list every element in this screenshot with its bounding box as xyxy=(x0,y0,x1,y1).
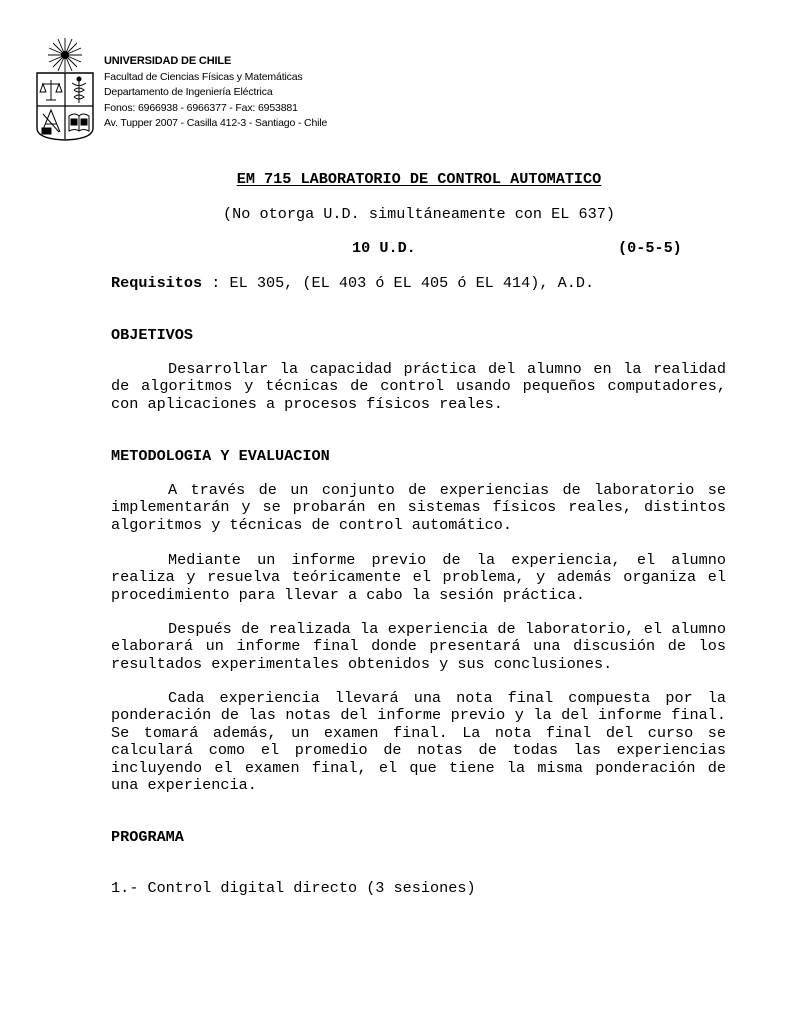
university-crest-icon xyxy=(34,36,96,142)
objetivos-paragraph xyxy=(111,361,726,413)
course-subtitle: (No otorga U.D. simultáneamente con EL 637) xyxy=(223,205,615,223)
metodologia-text-3: Después de realizada la experiencia de laboratorio, el alumno elaborará un informe final donde presentará una discusión de los resultados experimentales obtenidos y sus conclusiones. xyxy=(111,620,726,673)
postal-address: Av. Tupper 2007 - Casilla 412-3 - Santiago - Chile xyxy=(104,117,328,130)
metodologia-text-2: Mediante un informe previo de la experiencia, el alumno realiza y resuelva teóricamente el problema, y además organiza el procedimiento para llevar a cabo la sesión práctica. xyxy=(111,551,726,604)
course-credits: 10 U.D. xyxy=(352,239,416,257)
metodologia-heading: METODOLOGIA Y EVALUACION xyxy=(111,447,330,465)
metodologia-text-4: Cada experiencia llevará una nota final compuesta por la ponderación de las notas del informe previo y la del informe final. Se tomará además, un examen final. La nota final del curso se calculará como el promedio de notas de todas las experiencias incluyendo el examen final, el que tiene la misma ponderación de una experiencia. xyxy=(111,689,726,795)
course-title: EM 715 LABORATORIO DE CONTROL AUTOMATICO xyxy=(236,170,602,188)
university-name: UNIVERSIDAD DE CHILE xyxy=(104,55,232,67)
requirements-value: : EL 305, (EL 403 ó EL 405 ó EL 414), A.D. xyxy=(211,274,595,292)
course-requirements xyxy=(111,275,594,292)
course-hours-code: (0-5-5) xyxy=(618,239,682,257)
phone-numbers: Fonos: 6966938 - 6966377 - Fax: 6953881 xyxy=(104,101,298,114)
metodologia-paragraph-2 xyxy=(111,552,726,604)
metodologia-paragraph-1 xyxy=(111,482,726,534)
department-name: Departamento de Ingeniería Eléctrica xyxy=(104,86,273,99)
metodologia-paragraph-3 xyxy=(111,621,726,673)
requirements-label: Requisitos xyxy=(111,274,203,292)
letterhead xyxy=(104,54,327,132)
metodologia-text-1: A través de un conjunto de experiencias de laboratorio se implementarán y se probarán en sistemas físicos reales, distintos algoritmos y técnicas de control automático. xyxy=(111,481,726,534)
objetivos-text: Desarrollar la capacidad práctica del alumno en la realidad de algoritmos y técnicas de control usando pequeños computadores, con aplicaciones a procesos físicos reales. xyxy=(111,360,726,413)
metodologia-paragraph-4 xyxy=(111,690,726,794)
faculty-name: Facultad de Ciencias Físicas y Matemáticas xyxy=(104,70,303,83)
programa-item: 1.- Control digital directo (3 sesiones) xyxy=(111,879,476,897)
objetivos-heading: OBJETIVOS xyxy=(111,326,194,344)
programa-heading: PROGRAMA xyxy=(111,828,184,846)
